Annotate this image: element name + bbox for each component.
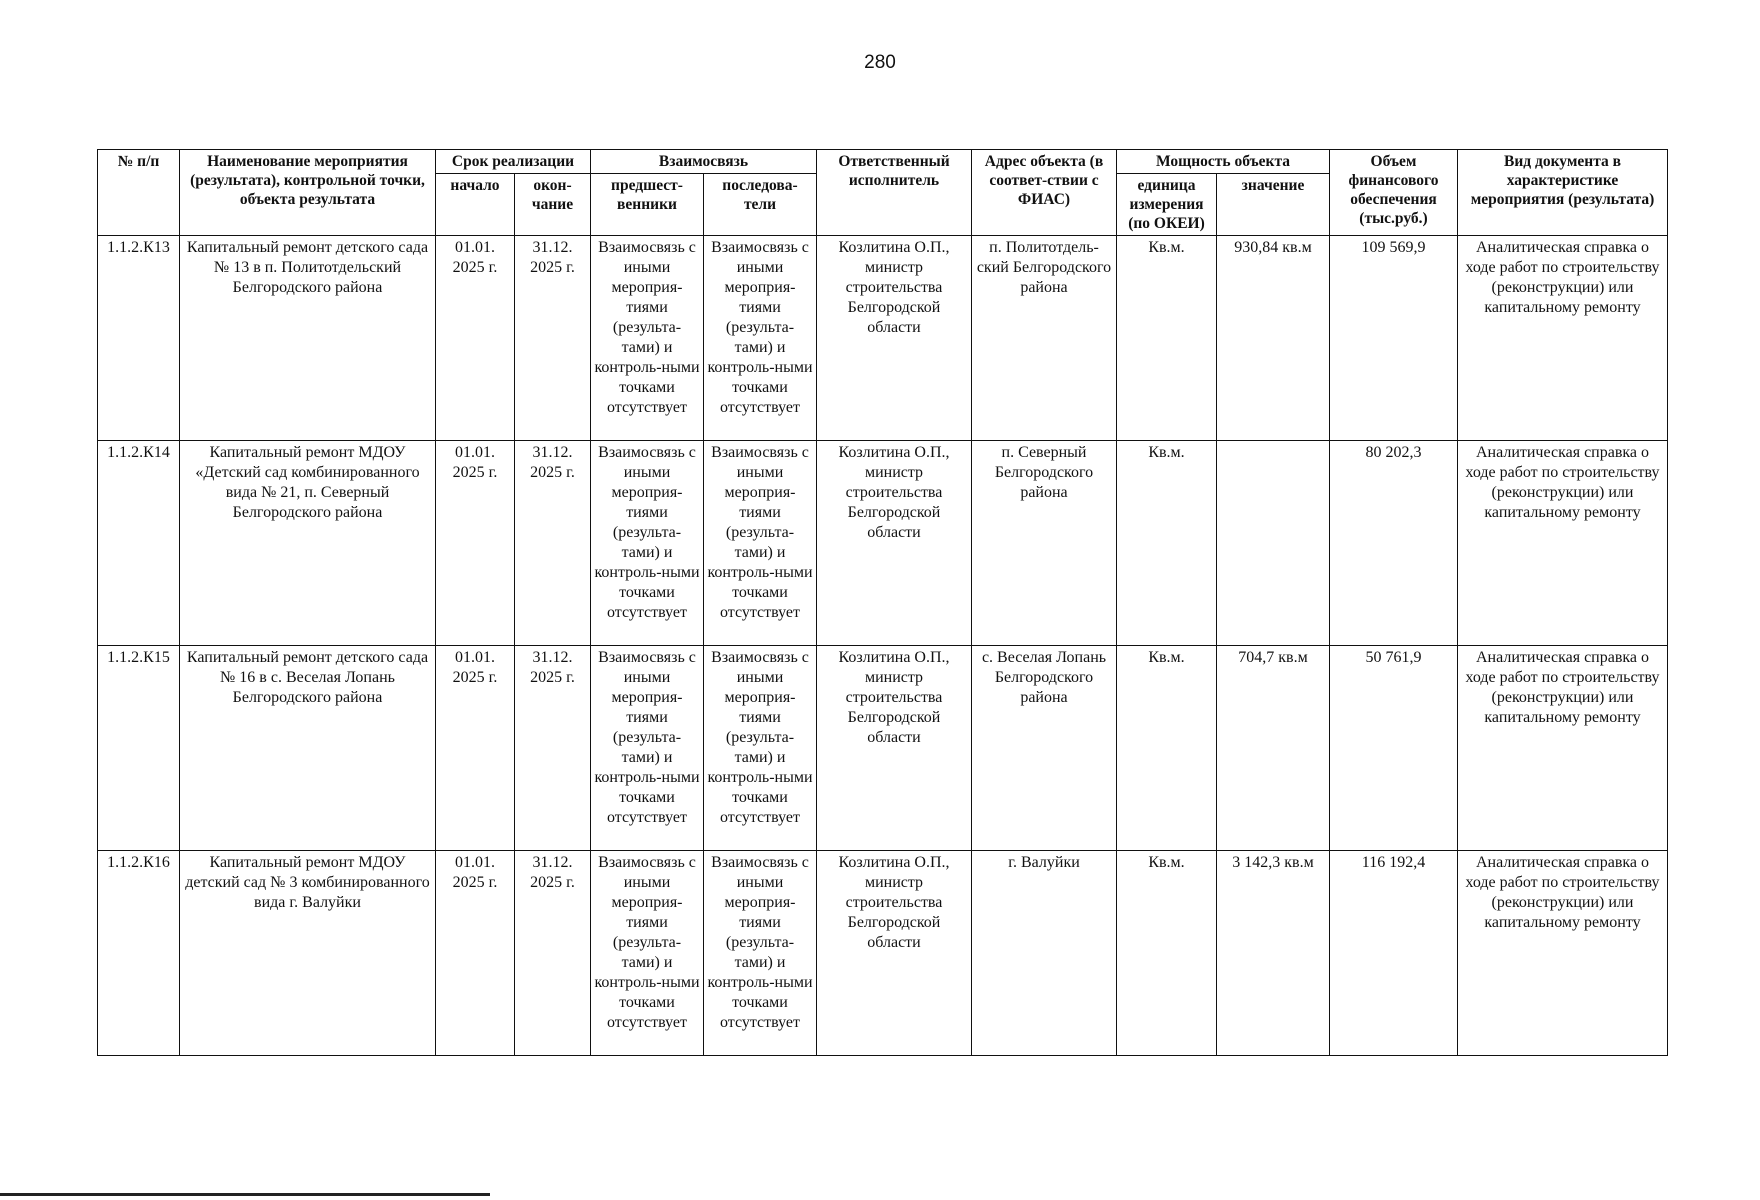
- row-prev: Взаимосвязь с иными мероприя-тиями (результа-тами) и контроль-ными точками отсутствует: [591, 236, 704, 441]
- table-row: [98, 851, 1668, 1056]
- row-executor: Козлитина О.П., министр строительства Белгородской области: [817, 851, 972, 1056]
- row-doc: Аналитическая справка о ходе работ по строительству (реконструкции) или капитальному ремонту: [1458, 441, 1668, 646]
- row-code: 1.1.2.К16: [98, 851, 180, 1056]
- header-doc-type: Вид документа в характеристике мероприятия (результата): [1458, 150, 1668, 236]
- row-start: 01.01. 2025 г.: [436, 441, 515, 646]
- row-prev: Взаимосвязь с иными мероприя-тиями (результа-тами) и контроль-ными точками отсутствует: [591, 851, 704, 1056]
- row-address: п. Северный Белгородского района: [972, 441, 1117, 646]
- row-value: 930,84 кв.м: [1217, 236, 1330, 441]
- row-next: Взаимосвязь с иными мероприя-тиями (результа-тами) и контроль-ными точками отсутствует: [704, 851, 817, 1056]
- row-value: 3 142,3 кв.м: [1217, 851, 1330, 1056]
- row-address: п. Политотдель-ский Белгородского района: [972, 236, 1117, 441]
- header-address: Адрес объекта (в соответ-ствии с ФИАС): [972, 150, 1117, 236]
- row-code: 1.1.2.К14: [98, 441, 180, 646]
- row-value: 704,7 кв.м: [1217, 646, 1330, 851]
- row-finance: 109 569,9: [1330, 236, 1458, 441]
- scan-edge-line: [0, 1193, 490, 1196]
- row-executor: Козлитина О.П., министр строительства Белгородской области: [817, 236, 972, 441]
- table-row: [98, 441, 1668, 646]
- row-unit: Кв.м.: [1117, 851, 1217, 1056]
- row-code: 1.1.2.К13: [98, 236, 180, 441]
- row-next: Взаимосвязь с иными мероприя-тиями (результа-тами) и контроль-ными точками отсутствует: [704, 236, 817, 441]
- header-term-end: окон-чание: [515, 174, 591, 236]
- row-executor: Козлитина О.П., министр строительства Белгородской области: [817, 441, 972, 646]
- table-body: [98, 236, 1668, 1056]
- row-next: Взаимосвязь с иными мероприя-тиями (результа-тами) и контроль-ными точками отсутствует: [704, 646, 817, 851]
- row-code: 1.1.2.К15: [98, 646, 180, 851]
- header-term: Срок реализации: [436, 150, 591, 174]
- row-unit: Кв.м.: [1117, 236, 1217, 441]
- header-num: № п/п: [98, 150, 180, 236]
- page-number: 280: [864, 52, 896, 73]
- row-unit: Кв.м.: [1117, 441, 1217, 646]
- row-prev: Взаимосвязь с иными мероприя-тиями (результа-тами) и контроль-ными точками отсутствует: [591, 646, 704, 851]
- header-capacity: Мощность объекта: [1117, 150, 1330, 174]
- row-start: 01.01. 2025 г.: [436, 646, 515, 851]
- header-name: Наименование мероприятия (результата), контрольной точки, объекта результата: [180, 150, 436, 236]
- row-doc: Аналитическая справка о ходе работ по строительству (реконструкции) или капитальному ремонту: [1458, 851, 1668, 1056]
- header-capacity-unit: единица измерения (по ОКЕИ): [1117, 174, 1217, 236]
- table-row: [98, 236, 1668, 441]
- row-end: 31.12. 2025 г.: [515, 236, 591, 441]
- row-name: Капитальный ремонт МДОУ «Детский сад комбинированного вида № 21, п. Северный Белгородского района: [180, 441, 436, 646]
- row-address: г. Валуйки: [972, 851, 1117, 1056]
- header-relation-next: последова-тели: [704, 174, 817, 236]
- row-doc: Аналитическая справка о ходе работ по строительству (реконструкции) или капитальному ремонту: [1458, 646, 1668, 851]
- row-end: 31.12. 2025 г.: [515, 851, 591, 1056]
- row-end: 31.12. 2025 г.: [515, 646, 591, 851]
- header-term-start: начало: [436, 174, 515, 236]
- header-capacity-value: значение: [1217, 174, 1330, 236]
- header-executor: Ответственный исполнитель: [817, 150, 972, 236]
- row-name: Капитальный ремонт детского сада № 16 в с. Веселая Лопань Белгородского района: [180, 646, 436, 851]
- row-prev: Взаимосвязь с иными мероприя-тиями (результа-тами) и контроль-ными точками отсутствует: [591, 441, 704, 646]
- header-finance: Объем финансового обеспечения (тыс.руб.): [1330, 150, 1458, 236]
- row-finance: 50 761,9: [1330, 646, 1458, 851]
- row-next: Взаимосвязь с иными мероприя-тиями (результа-тами) и контроль-ными точками отсутствует: [704, 441, 817, 646]
- table-header: [98, 150, 1668, 236]
- measures-table: [97, 149, 1668, 1056]
- row-start: 01.01. 2025 г.: [436, 851, 515, 1056]
- row-address: с. Веселая Лопань Белгородского района: [972, 646, 1117, 851]
- row-start: 01.01. 2025 г.: [436, 236, 515, 441]
- row-executor: Козлитина О.П., министр строительства Белгородской области: [817, 646, 972, 851]
- row-doc: Аналитическая справка о ходе работ по строительству (реконструкции) или капитальному ремонту: [1458, 236, 1668, 441]
- row-name: Капитальный ремонт МДОУ детский сад № 3 комбинированного вида г. Валуйки: [180, 851, 436, 1056]
- row-unit: Кв.м.: [1117, 646, 1217, 851]
- row-finance: 116 192,4: [1330, 851, 1458, 1056]
- row-end: 31.12. 2025 г.: [515, 441, 591, 646]
- table-row: [98, 646, 1668, 851]
- header-relation: Взаимосвязь: [591, 150, 817, 174]
- row-finance: 80 202,3: [1330, 441, 1458, 646]
- header-relation-prev: предшест-венники: [591, 174, 704, 236]
- row-value: [1217, 441, 1330, 646]
- row-name: Капитальный ремонт детского сада № 13 в п. Политотдельский Белгородского района: [180, 236, 436, 441]
